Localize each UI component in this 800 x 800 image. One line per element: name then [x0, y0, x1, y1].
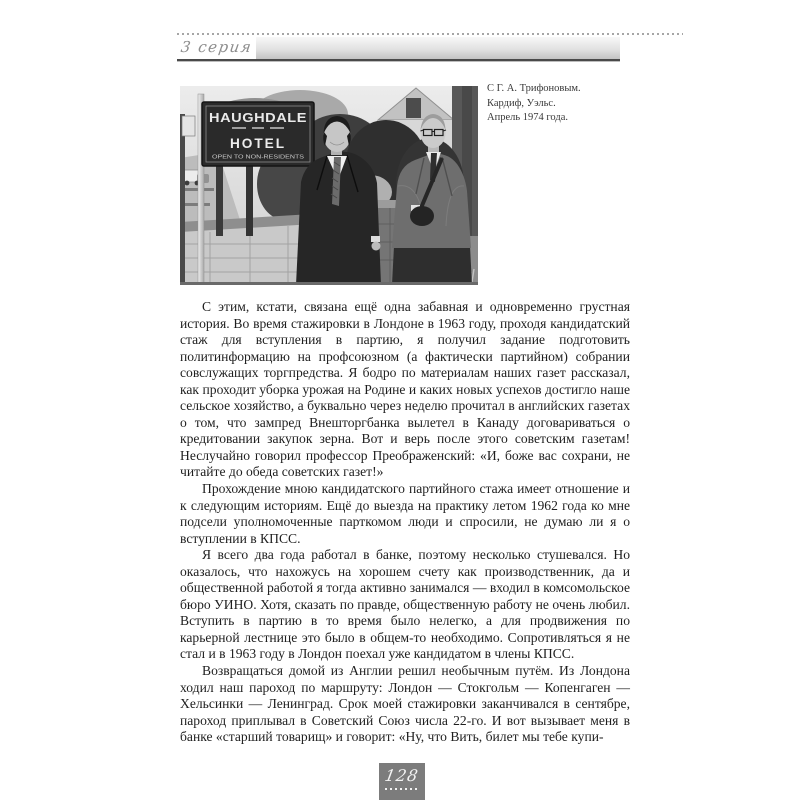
paragraph: Прохождение мною кандидатского партийного стажа имеет отношение и к следующим историям. Ещё до выезда на практику летом 1962 года ко мне подсели уполномоченные парткомом люди и спросили, не думаю ли я о вступлении в КПСС. — [180, 481, 630, 546]
body-text — [180, 299, 630, 746]
footer-dotted-rule — [385, 788, 419, 790]
page-number: 128 — [383, 766, 421, 785]
paragraph: С этим, кстати, связана ещё одна забавная и одновременно грустная история. Во время стажировки в Лондоне в 1963 году, проходя кандидатский стаж для вступления в партию, я получил задание подготовить политинформацию на профсоюзном (а фактически партийном) собрании совслужащих торгпредства. Я бодро по материалам наших газет рассказал, как проходит уборка урожая на Родине и каких новых успехов достигло наше сельское хозяйство, а буквально через неделю прочитал в английских газетах о том, что зампред Внешторгбанка вылетел в Канаду договариваться о кредитовании закупок зерна. Вот и верь после этого советским газетам! Неслучайно говорил профессор Преображенский: «И, боже вас сохрани, не читайте до обеда советских газет!» — [180, 299, 630, 480]
sign-note: OPEN TO NON-RESIDENTS — [212, 154, 305, 161]
caption-line: Апрель 1974 года. — [487, 112, 569, 123]
photo-small-sign — [182, 116, 195, 136]
caption-line: С Г. А. Трифоновым. — [487, 83, 581, 94]
photo-caption — [487, 82, 637, 126]
header-rule — [177, 59, 620, 61]
sign-hotel-word: HOTEL — [230, 135, 286, 151]
sign-hotel-name: HAUGHDALE — [209, 110, 307, 125]
header-gradient-bar — [256, 37, 620, 59]
paragraph: Я всего два года работал в банке, поэтому несколько стушевался. Но оказалось, что нахожусь на хорошем счету как производственник, да и общественной работой я тогда активно занимался — входил в комсомольское бюро УИНО. Хотя, сказать по правде, общественную работу не очень любил. Вступить в партию в то время было нелегко, а для продвижения по карьерной лестнице это было в общем-то необходимо. Сопротивляться я не стал и в 1963 году в Лондон поехал уже кандидатом в члены КПСС. — [180, 547, 630, 662]
photo-left-edge-pole — [180, 114, 185, 285]
photo-figure — [180, 86, 478, 285]
header-dotted-rule — [177, 33, 683, 35]
series-script-label: 3 серия — [179, 38, 254, 56]
photo-bottom-edge — [180, 282, 478, 285]
photo-illustration — [180, 86, 478, 285]
page-footer — [379, 763, 425, 800]
caption-line: Кардиф, Уэльс. — [487, 97, 556, 109]
paragraph: Возвращаться домой из Англии решил необычным путём. Из Лондона ходил наш пароход по маршруту: Лондон — Стокгольм — Копенгаген — Хельсинки — Ленинград. Срок моей стажировки заканчивался в сентябре, пароход приплывал в Советский Союз числа 22-го. И вот вызывает меня в банке «старший товарищ» и говорит: «Ну, что Вить, билет мы тебе купи- — [180, 663, 630, 745]
